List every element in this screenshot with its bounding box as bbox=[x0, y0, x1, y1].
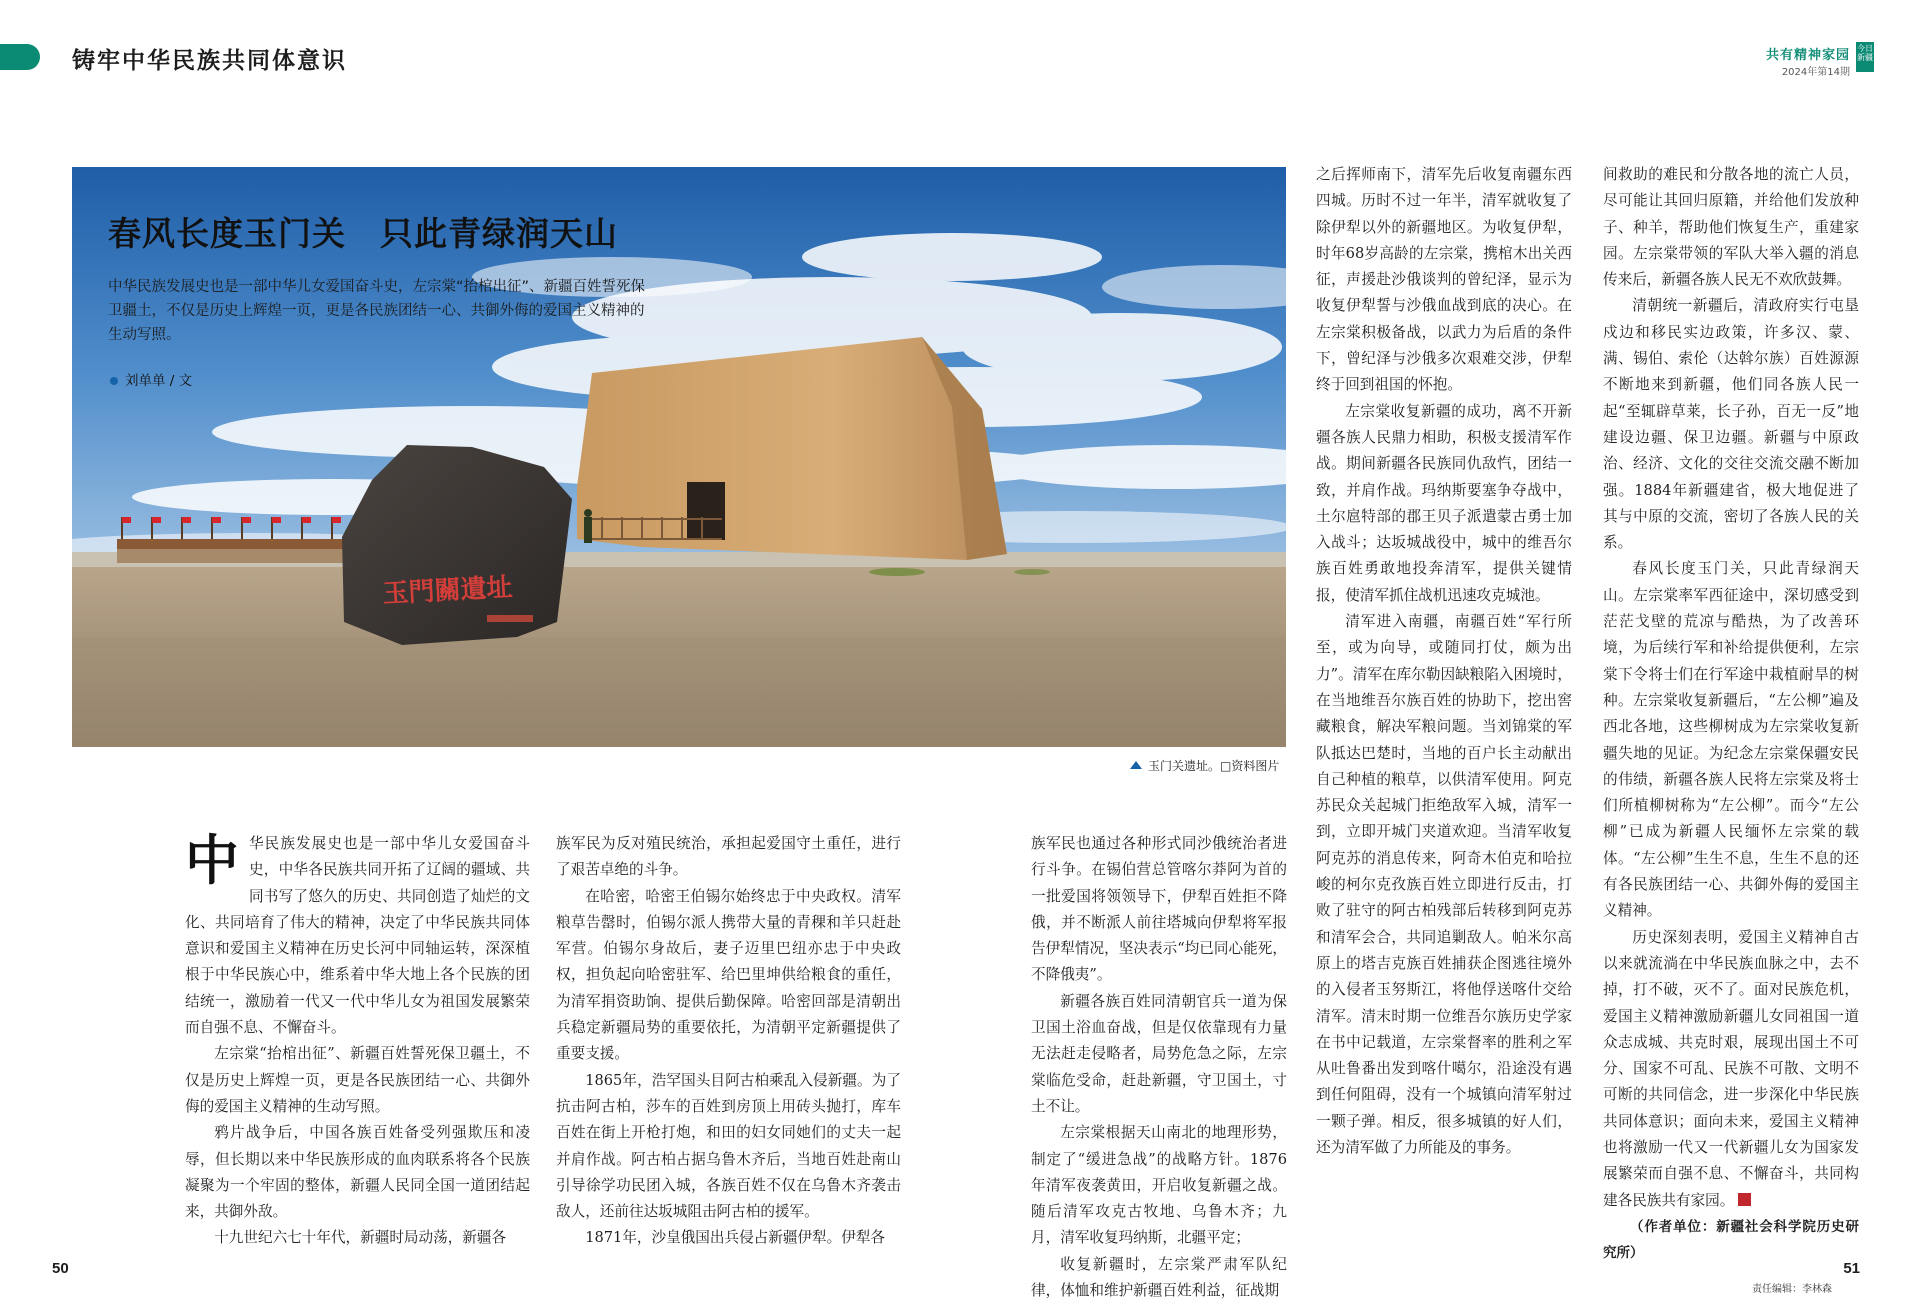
author-byline bbox=[110, 369, 192, 389]
article-lead: 中华民族发展史也是一部中华儿女爱国奋斗史，左宗棠“抬棺出征”、新疆百姓誓死保卫疆土，不仅是历史上辉煌一页，更是各民族团结一心、共御外侮的爱国主义精神的生动写照。 bbox=[108, 279, 646, 343]
text-column-5 bbox=[1603, 162, 1859, 1266]
paragraph: 族军民为反对殖民统治，承担起爱国守土重任，进行了艰苦卓绝的斗争。 bbox=[556, 835, 901, 879]
brand-name: 共有精神家园 bbox=[1765, 48, 1850, 63]
author-dot-icon bbox=[110, 377, 118, 385]
text-column-1 bbox=[185, 831, 530, 1252]
text-column-3 bbox=[1031, 831, 1287, 1304]
paragraph: 在哈密，哈密王伯锡尔始终忠于中央政权。清军粮草告罄时，伯锡尔派人携带大量的青稞和羊只赶赴军营。伯锡尔身故后，妻子迈里巴纽亦忠于中央政权，担负起向哈密驻军、给巴里坤供给粮食的重任，为清军捐资助饷、提供后勤保障。哈密回部是清朝出兵稳定新疆局势的重要依托，为清朝平定新疆提供了重要支援。 bbox=[556, 887, 901, 1063]
text-column-4 bbox=[1316, 162, 1572, 1161]
text-column-2 bbox=[556, 831, 901, 1252]
paragraph: 左宗棠根据天山南北的地理形势，制定了“缓进急战”的战略方针。1876年清军夜袭黄田，开启收复新疆之战。随后清军攻克古牧地、乌鲁木齐；九月，清军收复玛纳斯，北疆平定； bbox=[1031, 1124, 1287, 1247]
paragraph: 华民族发展史也是一部中华儿女爱国奋斗史，中华各民族共同开拓了辽阔的疆域、共同书写了悠久的历史、共同创造了灿烂的文化、共同培育了伟大的精神，决定了中华民族共同体意识和爱国主义精神在历史长河中同轴运转，深深植根于中华民族心中，维系着中华大地上各个民族的团结统一，激励着一代又一代中华儿女为祖国发展繁荣而自强不息、不懈奋斗。 bbox=[185, 835, 530, 1037]
brand-block bbox=[1766, 44, 1850, 78]
photo-caption bbox=[1130, 757, 1279, 774]
paragraph: 清朝统一新疆后，清政府实行屯垦戍边和移民实边政策，许多汉、蒙、满、锡伯、索伦（达斡尔族）百姓源源不断地来到新疆，他们同各族人民一起“至辄辟草莱，长子孙，百无一反”地建设边疆、保卫边疆。新疆与中原政治、经济、文化的交往交流交融不断加强。1884年新疆建省，极大地促进了其与中原的交流，密切了各族人民的关系。 bbox=[1603, 297, 1859, 552]
paragraph: 清军进入南疆，南疆百姓“军行所至，或为向导，或随同打仗，颇为出力”。清军在库尔勒因缺粮陷入困境时，在当地维吾尔族百姓的协助下，挖出窖藏粮食，解决军粮问题。当刘锦棠的军队抵达巴楚时，当地的百户长主动献出自己种植的粮草，以供清军使用。阿克苏民众关起城门拒绝敌军入城，清军一到，立即开城门夹道欢迎。当清军收复阿克苏的消息传来，阿奇木伯克和哈拉峻的柯尔克孜族百姓立即进行反击，打败了驻守的阿古柏残部后转移到阿克苏和清军会合，共同追剿敌人。帕米尔高原上的塔吉克族百姓捕获企图逃往境外的入侵者玉努斯江，将他俘送喀什交给清军。清末时期一位维吾尔族历史学家在书中记载道，左宗棠督率的胜利之军从吐鲁番出发到喀什噶尔，沿途没有遇到任何阻碍，没有一个城镇向清军射过一颗子弹。相反，很多城镇的好人们，还为清军做了力所能及的事务。 bbox=[1316, 613, 1572, 1156]
section-title: 铸牢中华民族共同体意识 bbox=[72, 47, 347, 74]
paragraph: 历史深刻表明，爱国主义精神自古以来就流淌在中华民族血脉之中，去不掉，打不破，灭不了。面对民族危机，爱国主义精神激励新疆儿女同祖国一道众志成城、共克时艰，展现出国土不可分、国家不可乱、民族不可散、文明不可断的共同信念，进一步深化中华民族共同体意识；面向未来，爱国主义精神也将激励一代又一代新疆儿女为国家发展繁荣而自强不息、不懈奋斗，共同构建各民族共有家园。 bbox=[1603, 928, 1859, 1209]
caption-triangle-icon bbox=[1130, 761, 1142, 769]
caption-text: 玉门关遗址。□资料图片 bbox=[1148, 759, 1280, 773]
page-number-right: 51 bbox=[1843, 1260, 1860, 1277]
article-headline: 春风长度玉门关 只此青绿润天山 bbox=[108, 214, 618, 253]
paragraph: 左宗棠“抬棺出征”、新疆百姓誓死保卫疆土，不仅是历史上辉煌一页，更是各民族团结一心、共御外侮的爱国主义精神的生动写照。 bbox=[185, 1045, 530, 1115]
paragraph: 春风长度玉门关，只此青绿润天山。左宗棠率军西征途中，深切感受到茫茫戈壁的荒凉与酷热，为了改善环境，为后续行军和补给提供便利，左宗棠下令将士们在行军途中栽植耐旱的树种。左宗棠收复新疆后，“左公柳”遍及西北各地，这些柳树成为左宗棠收复新疆失地的见证。为纪念左宗棠保疆安民的伟绩，新疆各族人民将左宗棠及将士们所植柳树称为“左公柳”。而今“左公柳”已成为新疆人民缅怀左宗棠的载体。“左公柳”生生不息，生生不息的还有各民族团结一心、共御外侮的爱国主义精神。 bbox=[1603, 560, 1859, 920]
paragraph: 1871年，沙皇俄国出兵侵占新疆伊犁。伊犁各 bbox=[585, 1229, 886, 1247]
section-tab bbox=[0, 44, 40, 70]
author-affiliation: （作者单位：新疆社会科学院历史研究所） bbox=[1603, 1218, 1859, 1261]
paragraph: 间救助的难民和分散各地的流亡人员，尽可能让其回归原籍，并给他们发放种子、种羊，帮助他们恢复生产，重建家园。左宗棠带领的军队大举入疆的消息传来后，新疆各族人民无不欢欣鼓舞。 bbox=[1603, 166, 1859, 289]
dropcap: 中 bbox=[185, 829, 239, 892]
paragraph: 新疆各族百姓同清朝官兵一道为保卫国土浴血奋战，但是仅依靠现有力量无法赶走侵略者，局势危急之际，左宗棠临危受命，赶赴新疆，守卫国土，寸土不让。 bbox=[1031, 992, 1287, 1115]
stone-inscription: 玉門關遺址 bbox=[381, 572, 514, 610]
paragraph: 十九世纪六七十年代，新疆时局动荡，新疆各 bbox=[214, 1229, 507, 1247]
author-name: 刘单单 / 文 bbox=[125, 373, 193, 389]
paragraph: 1865年，浩罕国头目阿古柏乘乱入侵新疆。为了抗击阿古柏，莎车的百姓到房顶上用砖头抛打，库车百姓在街上开枪打炮，和田的妇女同她们的丈夫一起并肩作战。阿古柏占据乌鲁木齐后，当地百姓赴南山引导徐学功民团入城，各族百姓不仅在乌鲁木齐袭击敌人，还前往达坂城阻击阿古柏的援军。 bbox=[556, 1071, 901, 1221]
paragraph: 之后挥师南下，清军先后收复南疆东西四城。历时不过一年半，清军就收复了除伊犁以外的新疆地区。为收复伊犁，时年68岁高龄的左宗棠，携棺木出关西征，声援赴沙俄谈判的曾纪泽，显示为收复伊犁誓与沙俄血战到底的决心。在左宗棠积极备战，以武力为后盾的条件下，曾纪泽与沙俄多次艰难交涉，伊犁终于回到祖国的怀抱。 bbox=[1316, 166, 1572, 394]
editor-credit: 责任编辑：李林森 bbox=[1752, 1284, 1832, 1295]
paragraph: 收复新疆时，左宗棠严肃军队纪律，体恤和维护新疆百姓利益，征战期 bbox=[1031, 1255, 1287, 1300]
page-number-left: 50 bbox=[52, 1260, 69, 1277]
end-mark-icon bbox=[1738, 1193, 1751, 1206]
paragraph: 左宗棠收复新疆的成功，离不开新疆各族人民鼎力相助，积极支援清军作战。期间新疆各民族同仇敌忾，团结一致，并肩作战。玛纳斯要塞争夺战中，土尔扈特部的郡王贝子派遣蒙古勇士加入战斗；达坂城战役中，城中的维吾尔族百姓勇敢地投奔清军，提供关键情报，使清军抓住战机迅速攻克城池。 bbox=[1316, 402, 1572, 604]
issue-number: 2024年第14期 bbox=[1781, 67, 1850, 78]
brand-logo-box: 今日新疆 bbox=[1856, 42, 1874, 72]
paragraph: 鸦片战争后，中国各族百姓备受列强欺压和凌辱，但长期以来中华民族形成的血肉联系将各个民族凝聚为一个牢固的整体，新疆人民同全国一道团结起来，共御外敌。 bbox=[185, 1124, 530, 1221]
paragraph: 族军民也通过各种形式同沙俄统治者进行斗争。在锡伯营总管喀尔莽阿为首的一批爱国将领领导下，伊犁百姓拒不降俄，并不断派人前往塔城向伊犁将军报告伊犁情况，坚决表示“均已同心能死，不降俄夷”。 bbox=[1031, 835, 1287, 984]
